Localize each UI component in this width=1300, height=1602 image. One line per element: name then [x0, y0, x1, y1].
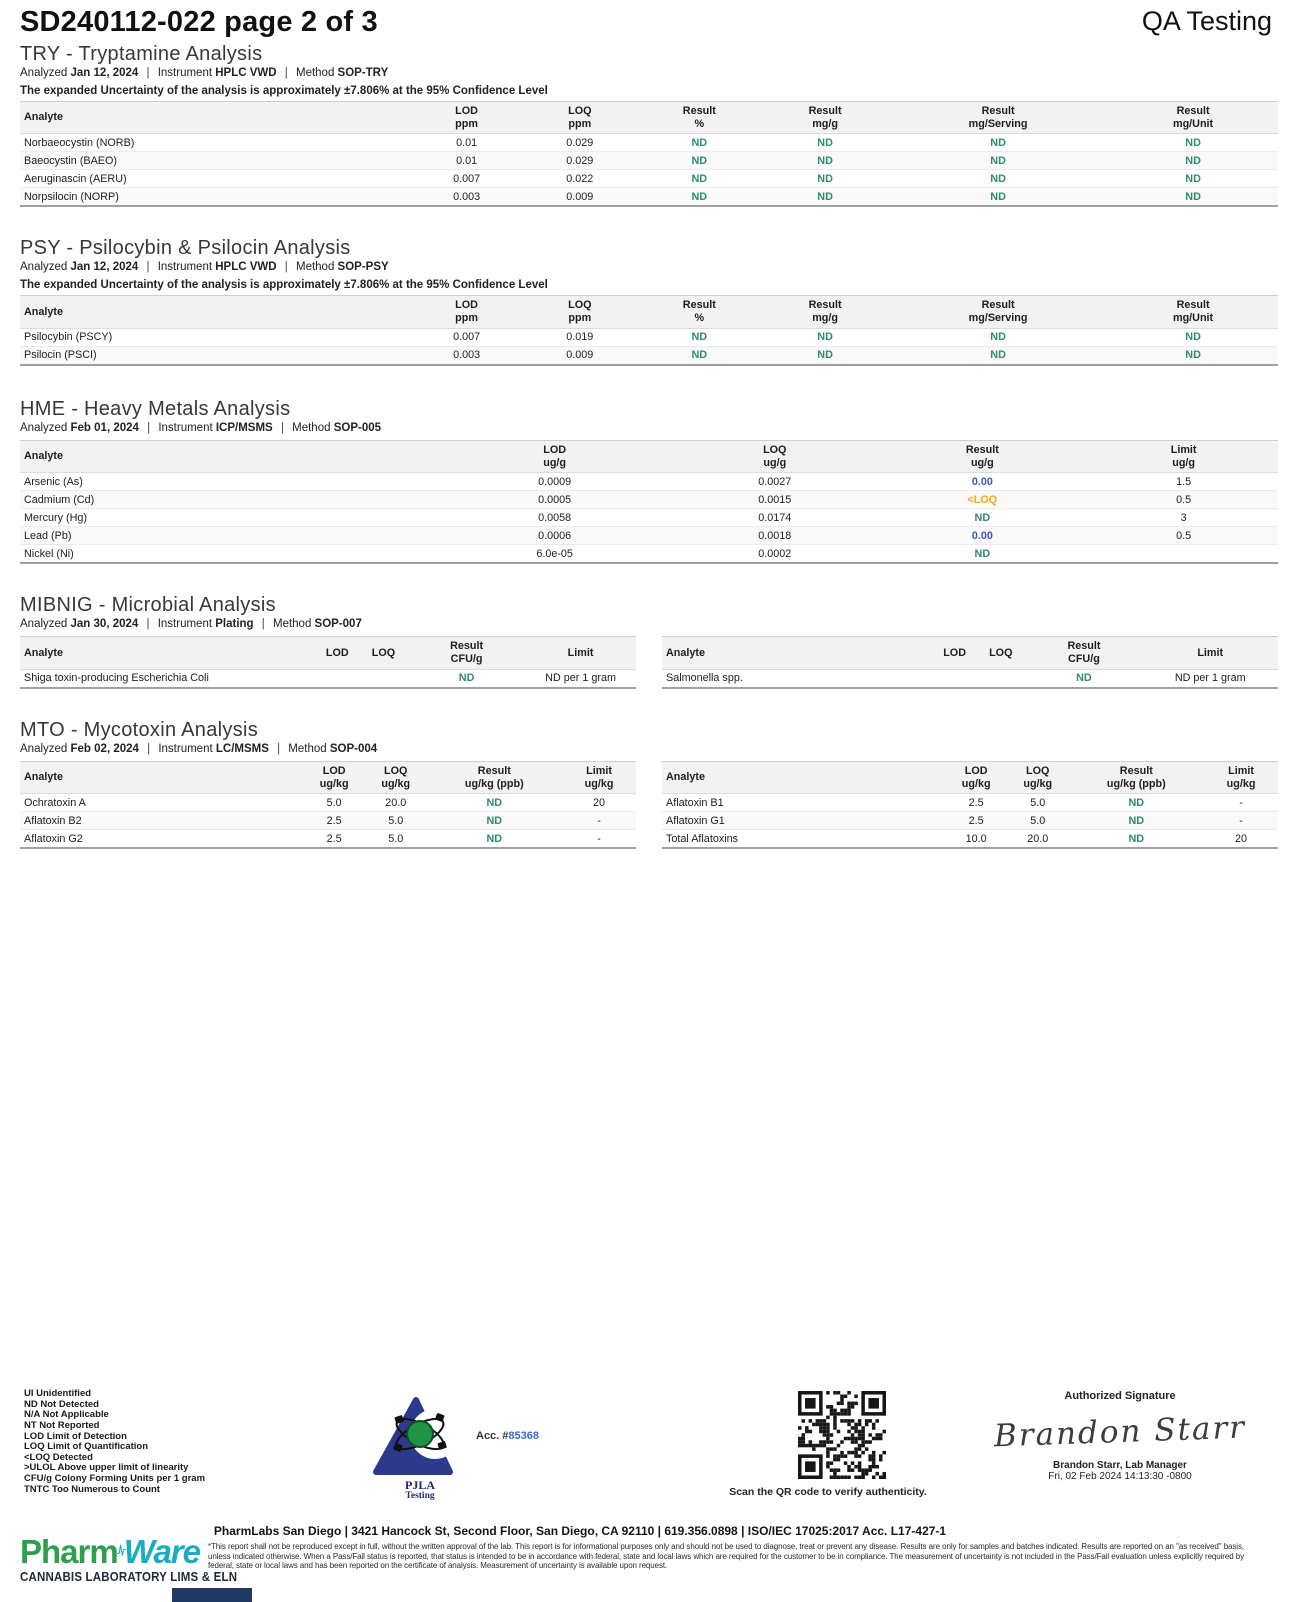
authorized-signature-label: Authorized Signature — [1064, 1390, 1176, 1402]
instrument-value: Plating — [215, 618, 254, 631]
table-row: Salmonella spp. ND ND per 1 gram — [666, 672, 1246, 685]
col-result-pct: Result % — [636, 296, 762, 328]
section-title-mycotoxin: MTO - Mycotoxin Analysis — [20, 718, 259, 741]
signer-name: Brandon Starr, Lab Manager — [1053, 1460, 1187, 1471]
instrument-label: Instrument — [157, 618, 213, 631]
legend-item: TNTC Too Numerous to Count — [24, 1483, 160, 1495]
col-analyte: Analyte — [662, 637, 933, 669]
section-title-microbial: MIBNIG - Microbial Analysis — [20, 594, 276, 617]
section-title-heavy-metals: HME - Heavy Metals Analysis — [20, 397, 291, 420]
table-header-row — [662, 761, 1278, 793]
col-result-unit: Result mg/Unit — [1108, 296, 1278, 328]
table-row: Nickel (Ni) 6.0e-05 0.0002 ND — [20, 545, 1278, 564]
col-loq: LOQ — [976, 637, 1025, 669]
analyzed-label: Analyzed — [20, 421, 68, 434]
separator: | — [146, 261, 150, 274]
col-limit: Limit ug/kg — [1204, 761, 1278, 793]
legend-item: LOD Limit of Detection — [24, 1430, 127, 1442]
analysis-meta — [20, 67, 1278, 79]
section-heavy-metals — [20, 398, 1278, 564]
analyzed-label: Analyzed — [20, 618, 68, 631]
method-value: SOP-TRY — [337, 67, 389, 79]
table-header-row — [20, 440, 1278, 472]
table-row: Baeocystin (BAEO) 0.01 0.029 ND ND ND ND — [20, 152, 1278, 170]
tryptamine-table — [20, 101, 1278, 207]
table-row: Arsenic (As) 0.0009 0.0027 0.00 1.5 — [24, 475, 1192, 488]
table-header-row — [20, 637, 636, 669]
table-row: Psilocin (PSCI) 0.003 0.009 ND ND ND ND — [20, 346, 1278, 365]
separator: | — [280, 421, 284, 434]
table-row: Aflatoxin B2 2.5 5.0 ND - — [20, 812, 636, 830]
pjla-name: PJLA — [405, 1478, 435, 1492]
col-result-serving: Result mg/Serving — [888, 102, 1108, 134]
table-row: Total Aflatoxins 10.0 20.0 ND 20 — [662, 830, 1278, 849]
method-value: SOP-005 — [333, 421, 382, 434]
col-analyte: Analyte — [20, 761, 303, 793]
qr-code — [798, 1391, 886, 1479]
col-loq: LOQ ug/kg — [1007, 761, 1069, 793]
separator: | — [147, 421, 151, 434]
section-microbial — [20, 594, 1278, 688]
heavy-metals-table — [20, 440, 1278, 564]
page-title: SD240112-022 page 2 of 3 — [20, 6, 378, 38]
analyzed-label: Analyzed — [20, 261, 68, 274]
table-row: Aflatoxin B1 2.5 5.0 ND - — [666, 796, 1243, 809]
col-result: Result ug/kg (ppb) — [1069, 761, 1205, 793]
method-label: Method — [295, 67, 335, 79]
col-result: Result CFU/g — [408, 637, 525, 669]
report-footer — [0, 1386, 1300, 1602]
col-result-mgg: Result mg/g — [762, 296, 888, 328]
legend-item: CFU/g Colony Forming Units per 1 gram — [24, 1473, 206, 1484]
analyzed-date: Jan 12, 2024 — [70, 261, 139, 274]
col-result-unit: Result mg/Unit — [1108, 102, 1278, 134]
microbial-table-right — [662, 636, 1278, 688]
col-limit: Limit — [1142, 637, 1278, 669]
analyzed-date: Feb 02, 2024 — [70, 742, 139, 755]
table-row: Shiga toxin-producing Escherichia Coli ND ND per 1 gram — [24, 672, 616, 685]
table-header-row — [20, 296, 1278, 328]
analyzed-label: Analyzed — [20, 67, 68, 79]
lab-address-line: PharmLabs San Diego | 3421 Hancock St, Second Floor, San Diego, CA 92110 | 619.356.0898 | ISO/IEC 17025:2017 Acc. L17-427-1 — [213, 1524, 947, 1538]
separator: | — [146, 67, 150, 79]
legend-item: >ULOL Above upper limit of linearity — [24, 1462, 189, 1474]
method-label: Method — [295, 261, 335, 274]
legend-item: UI Unidentified — [24, 1388, 92, 1399]
method-value: SOP-004 — [329, 742, 378, 755]
col-result: Result ug/kg (ppb) — [427, 761, 563, 793]
col-loq: LOQ — [359, 637, 408, 669]
disclaimer-text: *This report shall not be reproduced except in full, without the written approval of the lab. This report is for informational purposes only and should not be used to diagnose, treat or prevent any disease. Results are only for samples and batches indicated. Results are reported on an "as received" basis, unless indicated otherwise. When a Pass/Fail status is reported, that status is intended to be in accordance with federal, state and local laws which are required for the customer to be in compliance. The measurement of uncertainty is not included in the Pass/Fail evaluation unless explicitly required by federal, state or local laws and has been reported on the certificate of analysis. Measurement of uncertainty is available upon request. — [208, 1542, 1244, 1571]
instrument-value: HPLC VWD — [215, 261, 277, 274]
separator: | — [146, 618, 150, 631]
col-limit: Limit ug/kg — [562, 761, 636, 793]
table-row: Norpsilocin (NORP) 0.003 0.009 ND ND ND ND — [20, 188, 1278, 207]
table-row: Aflatoxin G1 2.5 5.0 ND - — [662, 812, 1278, 830]
col-result: Result CFU/g — [1025, 637, 1142, 669]
pharmware-logo-part2: Ware — [123, 1533, 200, 1570]
section-tryptamine — [20, 43, 1278, 207]
col-analyte: Analyte — [20, 440, 435, 472]
col-analyte: Analyte — [20, 637, 316, 669]
col-loq: LOQ ppm — [523, 102, 636, 134]
col-limit: Limit ug/g — [1089, 440, 1278, 472]
mycotoxin-table-right — [662, 761, 1278, 849]
report-type-label: QA Testing — [1141, 6, 1272, 36]
instrument-value: ICP/MSMS — [215, 421, 273, 434]
uncertainty-note: The expanded Uncertainty of the analysis is approximately ±7.806% at the 95% Confidence Level — [20, 279, 548, 292]
col-lod: LOD — [933, 637, 976, 669]
instrument-value: LC/MSMS — [215, 742, 269, 755]
signature-date: Fri, 02 Feb 2024 14:13:30 -0800 — [1048, 1471, 1192, 1482]
col-limit: Limit — [525, 637, 636, 669]
method-label: Method — [272, 618, 312, 631]
table-row: Aflatoxin G2 2.5 5.0 ND - — [20, 830, 636, 849]
table-row: Ochratoxin A 5.0 20.0 ND 20 — [24, 796, 606, 809]
instrument-label: Instrument — [158, 742, 213, 755]
table-row: Aeruginascin (AERU) 0.007 0.022 ND ND ND ND — [20, 170, 1278, 188]
analyzed-label: Analyzed — [20, 742, 68, 755]
analysis-meta — [20, 422, 1278, 434]
analysis-meta — [20, 261, 1278, 273]
pharmware-logo-part1: Pharm — [20, 1533, 118, 1570]
col-lod: LOD — [316, 637, 359, 669]
col-analyte: Analyte — [662, 761, 945, 793]
pjla-logo-icon — [368, 1392, 478, 1478]
pharmware-tagline: CANNABIS LABORATORY LIMS & ELN — [20, 1570, 238, 1584]
report-header — [20, 6, 1278, 39]
method-value: SOP-PSY — [337, 261, 389, 274]
table-row: Norbaeocystin (NORB) 0.01 0.029 ND ND ND ND — [24, 136, 1201, 149]
microbial-table-left — [20, 636, 636, 688]
separator: | — [277, 742, 281, 755]
footer-navy-bar — [172, 1588, 252, 1602]
legend-item: ND Not Detected — [24, 1398, 99, 1410]
legend-item: <LOQ Detected — [24, 1451, 93, 1463]
mycotoxin-table-left — [20, 761, 636, 849]
section-psilocybin — [20, 237, 1278, 365]
col-result-pct: Result % — [636, 102, 762, 134]
accreditation-number: Acc. #85368 — [476, 1430, 540, 1442]
instrument-label: Instrument — [157, 67, 213, 79]
table-row: Lead (Pb) 0.0006 0.0018 0.00 0.5 — [20, 527, 1278, 545]
analyzed-date: Jan 12, 2024 — [70, 67, 139, 79]
legend-item: NT Not Reported — [24, 1419, 100, 1431]
col-analyte: Analyte — [20, 102, 410, 134]
col-loq: LOQ ppm — [523, 296, 636, 328]
table-row: Psilocybin (PSCY) 0.007 0.019 ND ND ND ND — [24, 331, 1201, 344]
col-lod: LOD ppm — [410, 296, 523, 328]
analysis-meta — [20, 618, 1278, 630]
col-lod: LOD ug/g — [435, 440, 674, 472]
col-result-mgg: Result mg/g — [762, 102, 888, 134]
qr-caption: Scan the QR code to verify authenticity. — [729, 1486, 927, 1498]
abbreviation-legend — [24, 1389, 205, 1495]
separator: | — [147, 742, 151, 755]
psilocybin-table — [20, 295, 1278, 365]
col-analyte: Analyte — [20, 296, 410, 328]
uncertainty-note: The expanded Uncertainty of the analysis is approximately ±7.806% at the 95% Confidence Level — [20, 85, 548, 97]
method-label: Method — [288, 742, 327, 755]
col-result: Result ug/g — [875, 440, 1089, 472]
pharmware-logo — [20, 1532, 238, 1584]
table-row: Mercury (Hg) 0.0058 0.0174 ND 3 — [20, 509, 1278, 527]
instrument-value: HPLC VWD — [215, 67, 277, 79]
instrument-label: Instrument — [157, 261, 213, 274]
col-result-serving: Result mg/Serving — [888, 296, 1108, 328]
method-value: SOP-007 — [314, 618, 362, 631]
analyzed-date: Jan 30, 2024 — [70, 618, 139, 631]
pjla-accreditation-logo — [368, 1392, 568, 1501]
method-label: Method — [292, 421, 331, 434]
analysis-meta — [20, 743, 1278, 755]
instrument-label: Instrument — [158, 421, 213, 434]
separator: | — [284, 261, 288, 274]
col-lod: LOD ppm — [410, 102, 523, 134]
col-lod: LOD ug/kg — [945, 761, 1007, 793]
separator: | — [261, 618, 265, 631]
col-loq: LOQ ug/kg — [365, 761, 427, 793]
col-loq: LOQ ug/g — [674, 440, 875, 472]
qr-verification — [729, 1391, 932, 1498]
legend-item: N/A Not Applicable — [24, 1409, 109, 1421]
section-title-tryptamine: TRY - Tryptamine Analysis — [20, 43, 263, 65]
table-header-row — [20, 102, 1278, 134]
section-mycotoxin — [20, 719, 1278, 849]
table-header-row — [20, 761, 636, 793]
analyzed-date: Feb 01, 2024 — [70, 421, 139, 434]
col-lod: LOD ug/kg — [303, 761, 365, 793]
separator: | — [284, 67, 288, 79]
signature-block — [960, 1390, 1280, 1482]
handwritten-signature: Brandon Starr — [993, 1409, 1247, 1455]
table-header-row — [662, 637, 1278, 669]
section-title-psilocybin: PSY - Psilocybin & Psilocin Analysis — [20, 237, 351, 260]
table-row: Cadmium (Cd) 0.0005 0.0015 <LOQ 0.5 — [20, 491, 1278, 509]
legend-item: LOQ Limit of Quantification — [24, 1441, 149, 1453]
pjla-sub: Testing — [405, 1491, 435, 1501]
